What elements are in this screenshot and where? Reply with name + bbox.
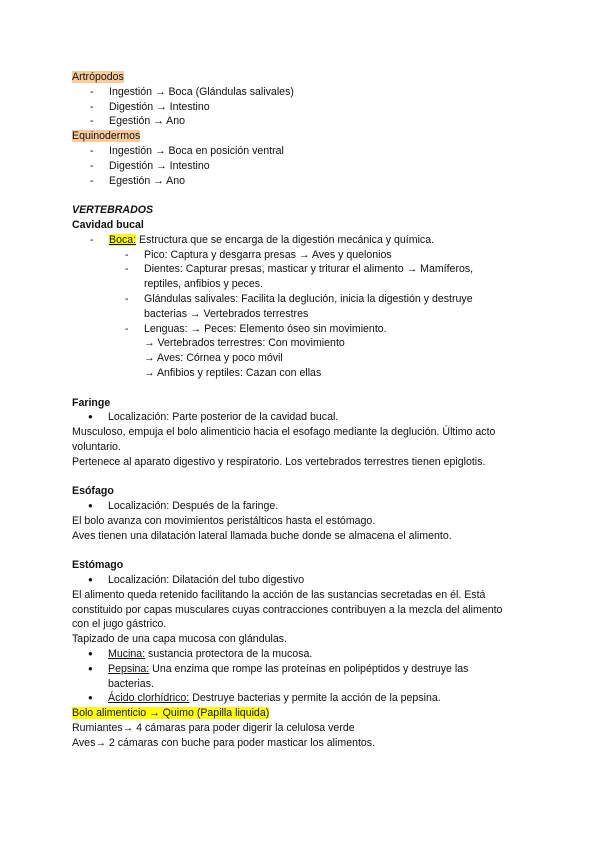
cavidad-bucal-heading: Cavidad bucal [72,218,144,231]
list-item: - Egestión → Ano [72,114,532,129]
list-item: ● Localización: Dilatación del tubo digestivo [72,573,532,588]
estomago-heading: Estómago [72,559,124,572]
list-item: - Lenguas: → Peces: Elemento óseo sin movimiento. [72,322,532,337]
artropodos-heading: Artrópodos [72,71,124,83]
list-item: ● Localización: Parte posterior de la cavidad bucal. [72,410,532,425]
list-item: - Digestión → Intestino [72,159,532,174]
boca-item: - Boca: Estructura que se encarga de la digestión mecánica y química. [72,233,532,248]
list-item-continuation: bacterias. [108,677,154,690]
list-item: - Dientes: Capturar presas, masticar y triturar el alimento → Mamíferos, [72,262,532,277]
list-item: - Ingestión → Boca (Glándulas salivales) [72,85,532,100]
esofago-heading: Esófago [72,485,114,498]
list-item: - Glándulas salivales: Facilita la deglución, inicia la digestión y destruye [72,292,532,307]
list-item-continuation: → Vertebrados terrestres: Con movimiento [144,337,345,350]
paragraph: Rumiantes→ 4 cámaras para poder digerir la celulosa verde [72,722,355,735]
paragraph: Aves tienen una dilatación lateral llamada buche donde se almacena el alimento. [72,529,452,542]
pepsina-item: ● Pepsina: Una enzima que rompe las proteínas en polipéptidos y destruye las [72,662,532,677]
list-item-continuation: → Aves: Córnea y poco móvil [144,352,283,365]
list-item: - Pico: Captura y desgarra presas → Aves y quelonios [72,248,532,263]
faringe-heading: Faringe [72,396,111,409]
paragraph: Tapizado de una capa mucosa con glándulas. [72,633,287,646]
document-page [72,70,532,751]
list-item: - Egestión → Ano [72,174,532,189]
bolo-line: Bolo alimenticio → Quimo (Papilla liquida) [72,707,270,720]
list-item-continuation: bacterias → Vertebrados terrestres [144,307,309,320]
acido-item: ● Ácido clorhídrico: Destruye bacterias y permite la acción de la pepsina. [72,691,532,706]
list-item-continuation: → Anfibios y reptiles: Cazan con ellas [144,366,322,379]
paragraph: El alimento queda retenido facilitando la acción de las sustancias secretadas en él. Está [72,588,486,601]
paragraph: Musculoso, empuja el bolo alimenticio hacia el esofago mediante la deglución. Último acto [72,426,496,439]
paragraph: voluntario. [72,440,121,453]
list-item-continuation: reptiles, anfibios y peces. [144,278,263,291]
list-item: - Ingestión → Boca en posición ventral [72,144,532,159]
paragraph: Pertenece al aparato digestivo y respiratorio. Los vertebrados terrestres tienen epiglotis. [72,455,486,468]
list-item: ● Localización: Después de la faringe. [72,499,532,514]
paragraph: con el jugo gástrico. [72,618,167,631]
paragraph: Aves→ 2 cámaras con buche para poder masticar los alimentos. [72,736,376,749]
vertebrados-heading: VERTEBRADOS [72,204,154,217]
list-item: - Digestión → Intestino [72,100,532,115]
mucina-item: ● Mucina: sustancia protectora de la mucosa. [72,647,532,662]
paragraph: El bolo avanza con movimientos peristálticos hasta el estómago. [72,514,376,527]
equinodermos-heading: Equinodermos [72,130,141,143]
paragraph: constituido por capas musculares cuyas contracciones contribuyen a la mezcla del alimento [72,603,503,616]
